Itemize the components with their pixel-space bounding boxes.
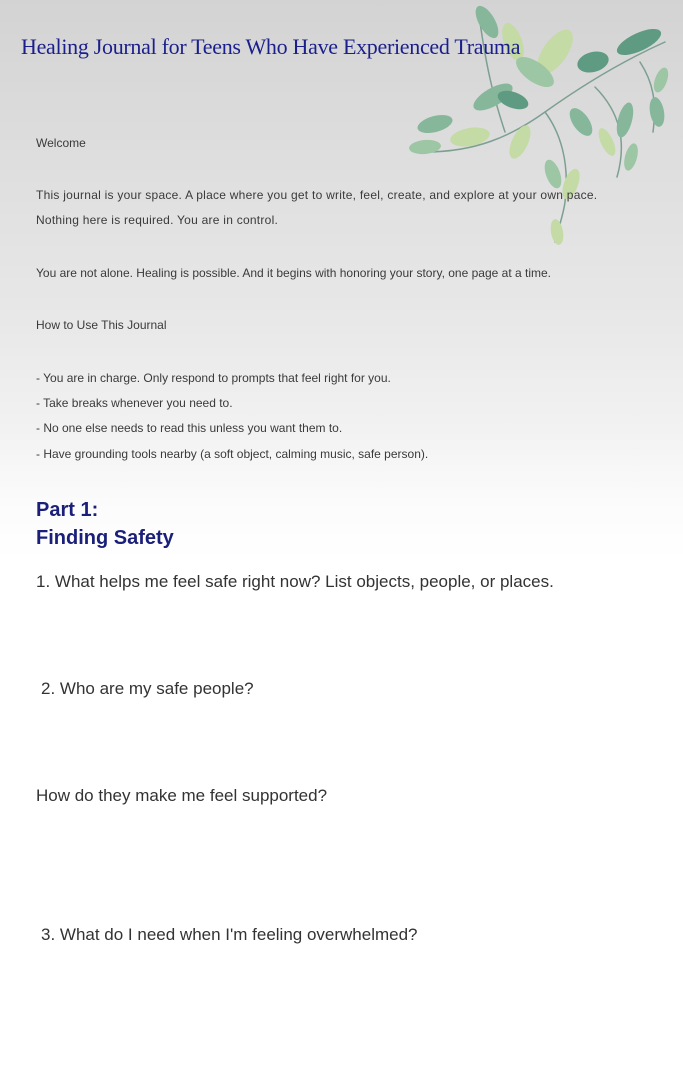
- part-title: Finding Safety: [36, 527, 174, 549]
- how-to-use-item: - Have grounding tools nearby (a soft object, calming music, safe person).: [36, 447, 429, 461]
- journal-title: Healing Journal for Teens Who Have Experienced Trauma: [21, 34, 521, 59]
- welcome-encouragement: You are not alone. Healing is possible. And it begins with honoring your story, one page at a time.: [36, 266, 551, 280]
- welcome-heading: Welcome: [36, 136, 86, 150]
- welcome-intro-line-2: Nothing here is required. You are in control.: [36, 213, 279, 227]
- journal-prompt: 1. What helps me feel safe right now? List objects, people, or places.: [36, 572, 554, 591]
- journal-prompt: How do they make me feel supported?: [36, 786, 328, 805]
- how-to-use-item: - No one else needs to read this unless you want them to.: [36, 421, 343, 435]
- how-to-use-item: - Take breaks whenever you need to.: [36, 396, 233, 410]
- journal-prompt: 2. Who are my safe people?: [41, 679, 254, 698]
- how-to-use-heading: How to Use This Journal: [36, 318, 167, 332]
- how-to-use-item: - You are in charge. Only respond to prompts that feel right for you.: [36, 371, 391, 385]
- part-label: Part 1:: [36, 499, 99, 521]
- journal-prompt: 3. What do I need when I'm feeling overwhelmed?: [41, 925, 418, 944]
- welcome-intro-line-1: This journal is your space. A place where you get to write, feel, create, and explore at your own pace.: [36, 188, 598, 202]
